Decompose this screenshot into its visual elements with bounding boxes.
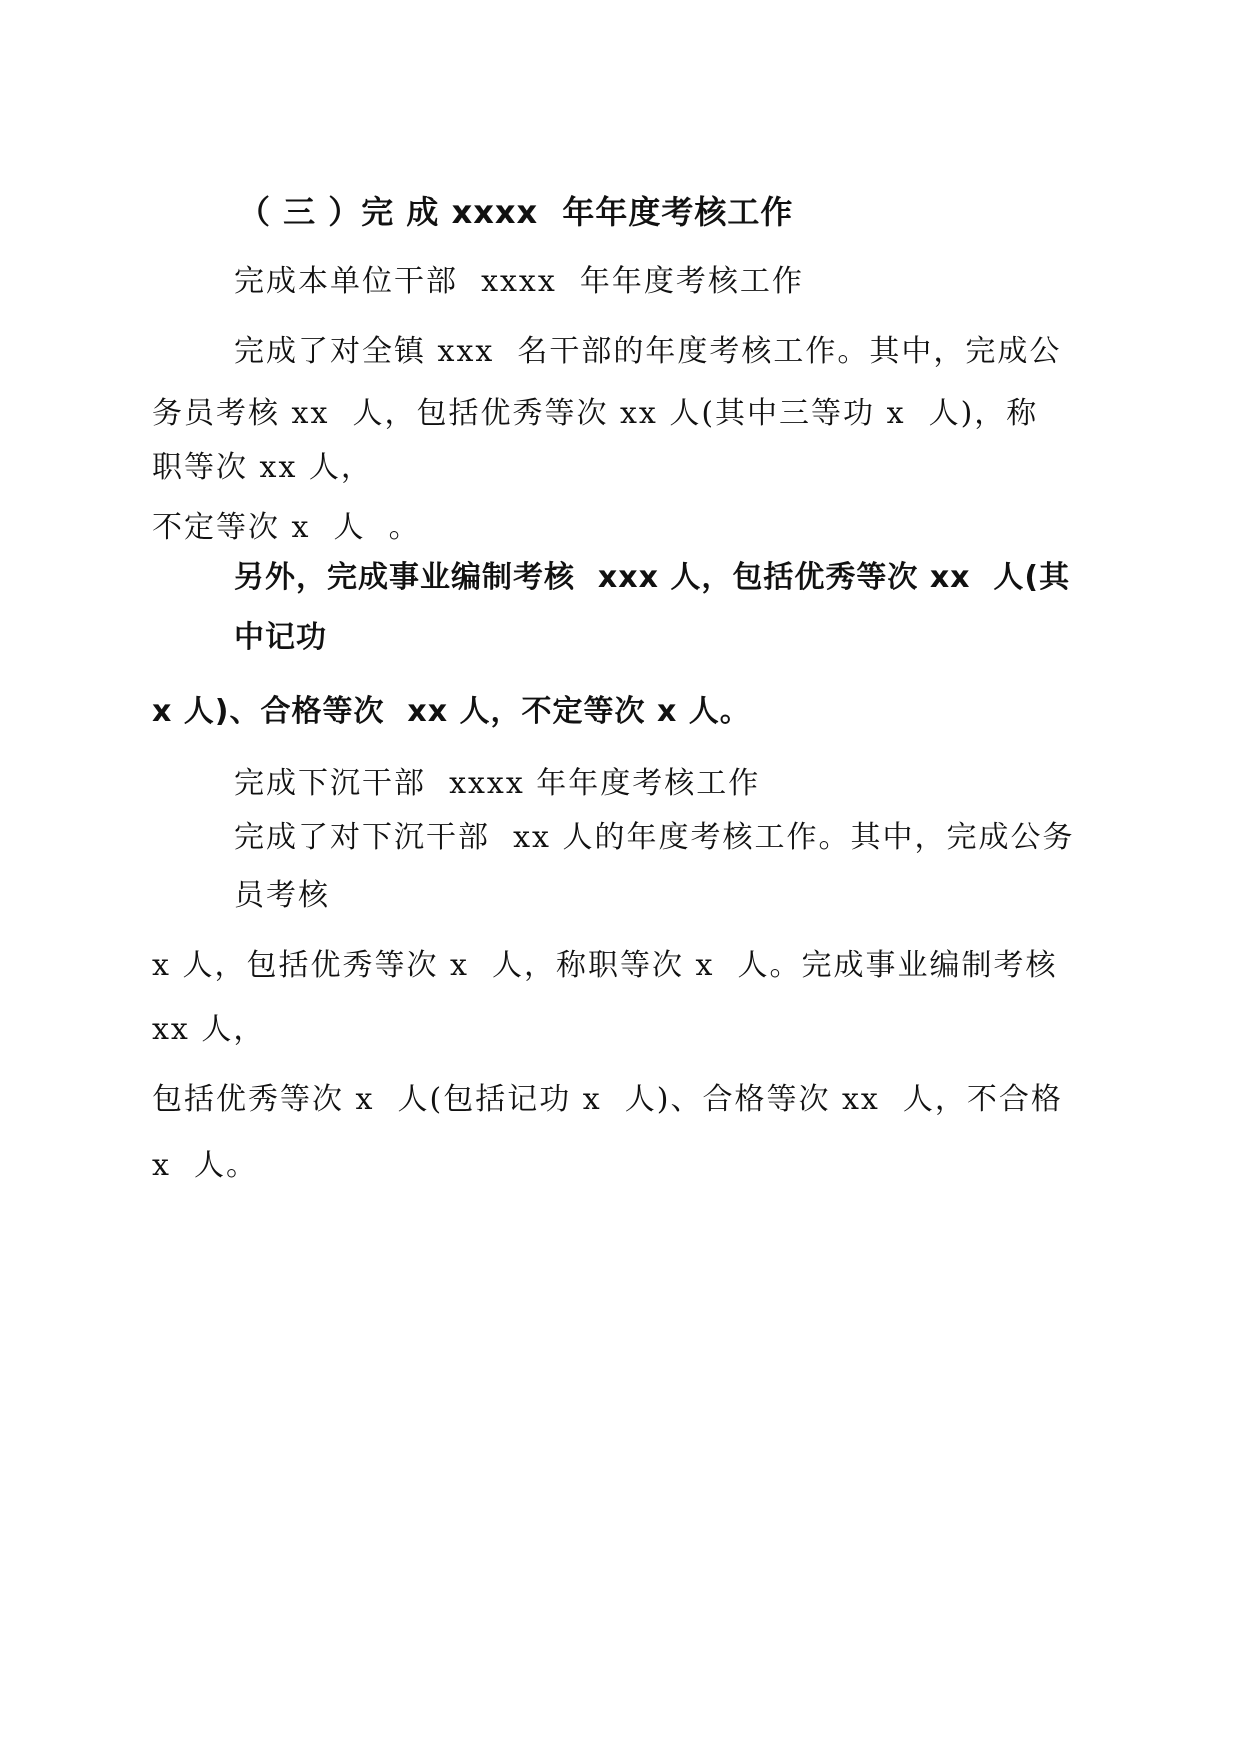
paragraph-line: 完成了对下沉干部 xx 人的年度考核工作。其中，完成公务 bbox=[234, 820, 1075, 855]
paragraph-line: 包括优秀等次 x 人(包括记功 x 人)、合格等次 xx 人，不合格 bbox=[152, 1082, 1063, 1117]
paragraph-line: 完成本单位干部 xxxx 年年度考核工作 bbox=[234, 264, 804, 299]
paragraph-line: 员考核 bbox=[234, 878, 330, 913]
paragraph-line: x 人。 bbox=[152, 1148, 258, 1183]
paragraph-line: 完成了对全镇 xxx 名干部的年度考核工作。其中，完成公 bbox=[234, 334, 1062, 369]
bold-paragraph-line: x 人)、合格等次 xx 人，不定等次 x 人。 bbox=[152, 694, 751, 729]
paragraph-line: xx 人， bbox=[152, 1012, 266, 1047]
paragraph-line: 完成下沉干部 xxxx 年年度考核工作 bbox=[234, 766, 761, 801]
paragraph-line: 不定等次 x 人 。 bbox=[152, 510, 421, 545]
paragraph-line: 务员考核 xx 人，包括优秀等次 xx 人(其中三等功 x 人)，称 bbox=[152, 396, 1039, 431]
bold-paragraph-line: 中记功 bbox=[234, 620, 327, 655]
bold-paragraph-line: 另外，完成事业编制考核 xxx 人，包括优秀等次 xx 人(其 bbox=[234, 560, 1071, 595]
section-heading: （ 三 ）完 成 xxxx 年年度考核工作 bbox=[238, 193, 794, 231]
paragraph-line: x 人，包括优秀等次 x 人，称职等次 x 人。完成事业编制考核 bbox=[152, 948, 1058, 983]
paragraph-line: 职等次 xx 人， bbox=[152, 450, 373, 485]
